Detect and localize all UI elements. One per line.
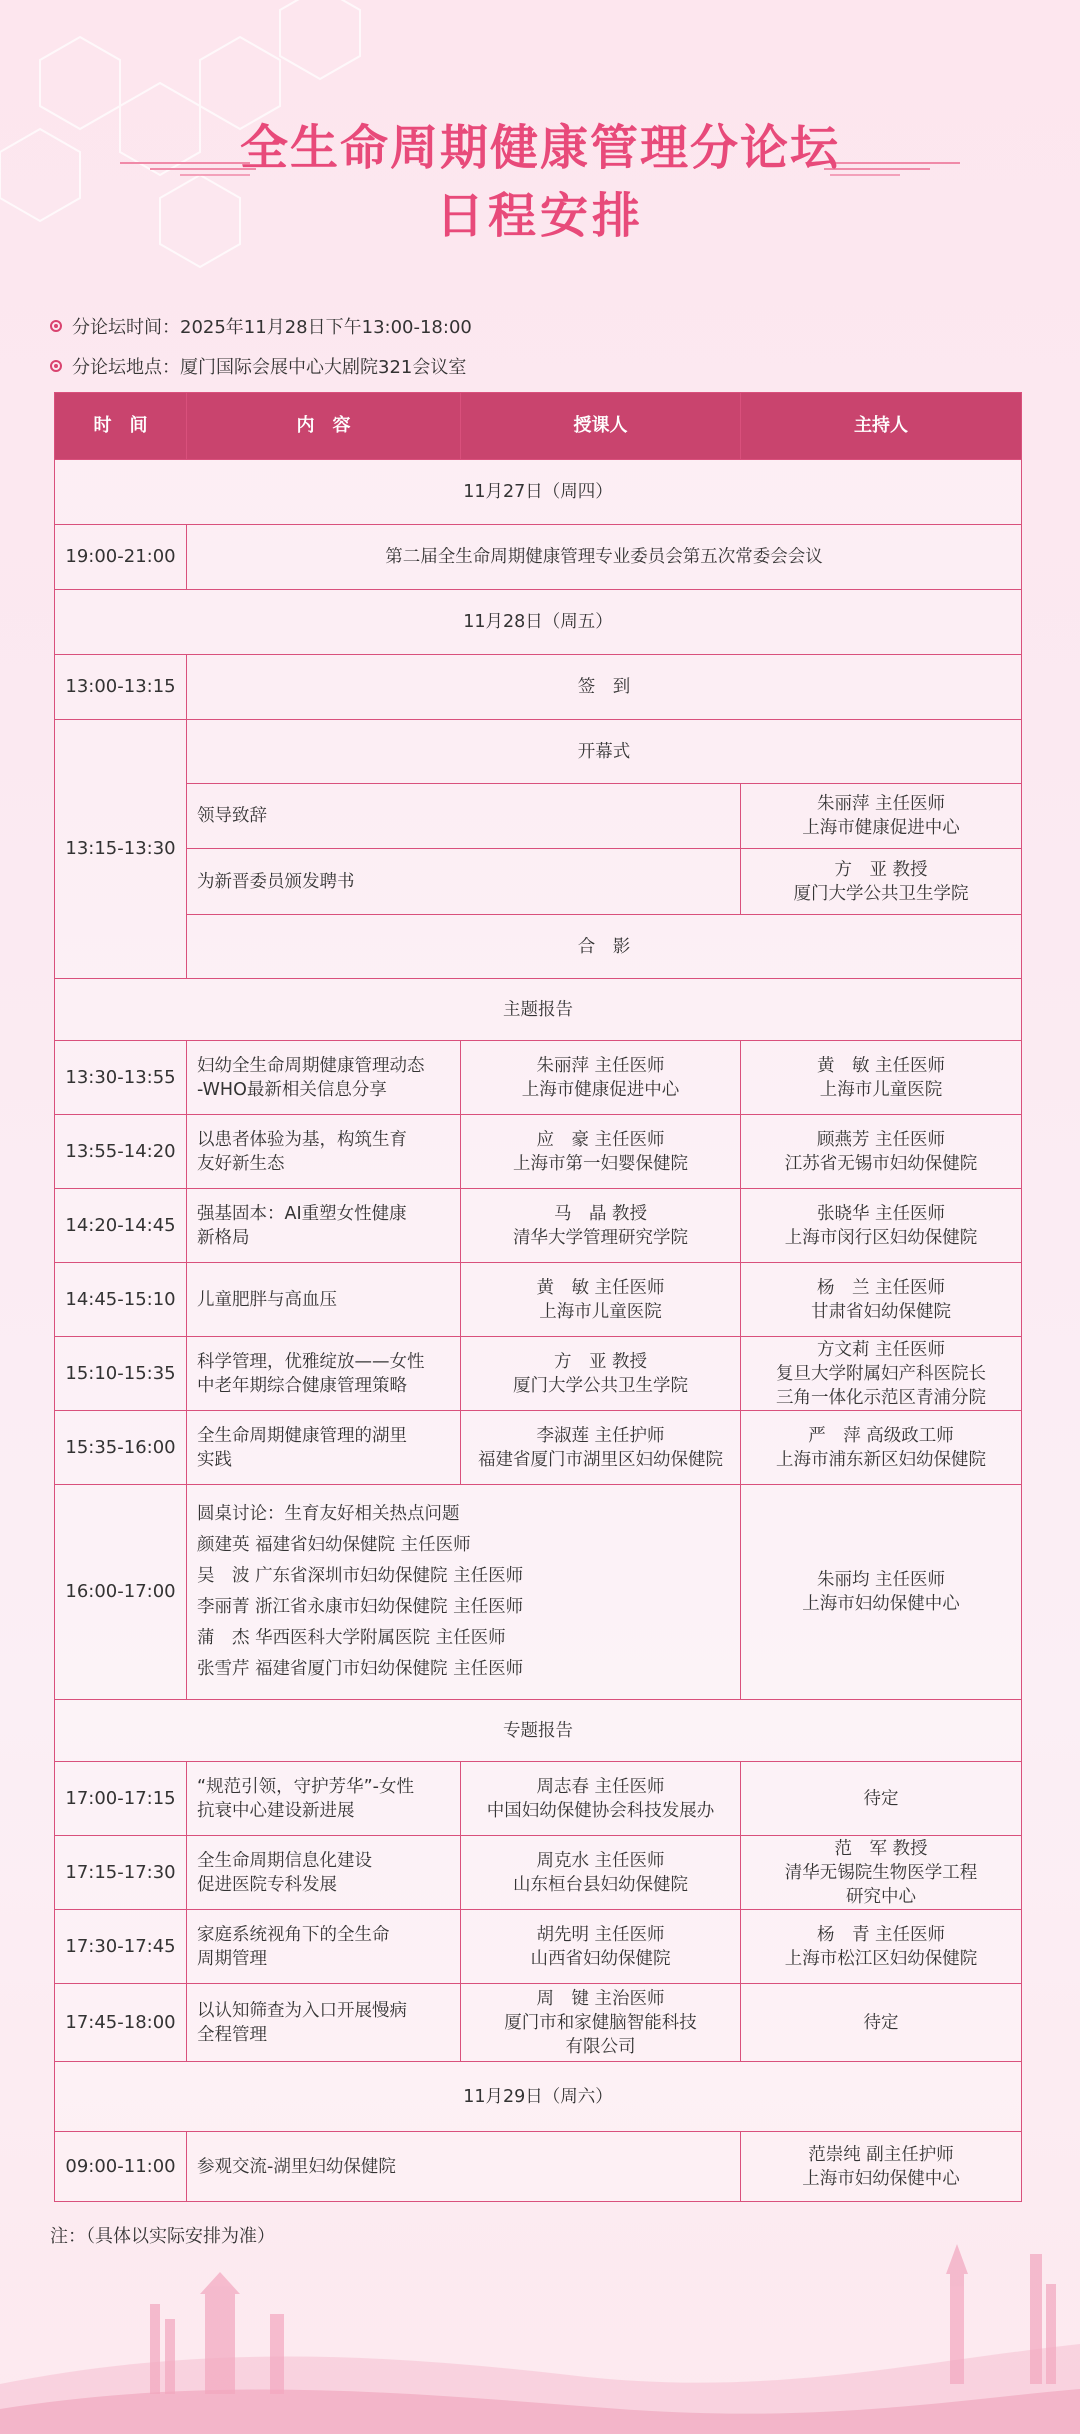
host-org: 清华无锡院生物医学工程 [784,1862,978,1883]
speaker-name: 周 键 主治医师 [536,1988,665,2009]
session-time: 19:00-21:00 [55,525,187,590]
host-org: 上海市浦东新区妇幼保健院 [776,1449,986,1470]
content-line: 全生命周期健康管理的湖里 [197,1425,407,1446]
bullet-icon [50,360,62,372]
speaker-name: 应 豪 主任医师 [536,1129,665,1150]
host-name: 朱丽萍 主任医师 [816,794,946,814]
table-row [55,1485,1022,1700]
page-title: 全生命周期健康管理分论坛 [239,120,840,176]
host-org: 上海市妇幼保健中心 [802,1594,960,1614]
speaker-name: 马 晶 教授 [553,1203,648,1224]
session-time: 17:30-17:45 [55,1910,187,1984]
table-row [55,655,1022,720]
host-org: 上海市闵行区妇幼保健院 [784,1227,978,1248]
session-content [187,1411,461,1485]
session-time: 17:15-17:30 [55,1836,187,1910]
session-content [187,1836,461,1910]
speaker-name: 李淑莲 主任护师 [536,1425,665,1446]
host-cell [741,1762,1022,1836]
content-line: 强基固本：AI重塑女性健康 [197,1203,407,1224]
footnote: 注：（具体以实际安排为准） [50,2226,275,2247]
session-time: 15:35-16:00 [55,1411,187,1485]
session-time: 15:10-15:35 [55,1337,187,1411]
forum-time-row [50,306,472,346]
content-line: 科学管理，优雅绽放——女性 [197,1351,425,1372]
content-line: 全程管理 [197,2024,267,2045]
session-content [187,1115,461,1189]
speaker-cell [461,1836,741,1910]
host-name: 待定 [863,1788,899,1809]
speaker-cell [461,1910,741,1984]
roundtable-content [187,1485,741,1700]
host-cell [741,1041,1022,1115]
host-name: 待定 [863,2012,899,2033]
session-content [187,1984,461,2062]
speaker-org: 有限公司 [565,2036,636,2057]
table-row [55,525,1022,590]
host-cell [741,1836,1022,1910]
panelist: 颜建英 福建省妇幼保健院 主任医师 [197,1535,471,1555]
forum-place-row [50,346,472,386]
host-cell [741,849,1022,915]
panelist: 张雪芹 福建省厦门市妇幼保健院 主任医师 [197,1659,524,1679]
host-org: 三角一体化示范区青浦分院 [776,1387,986,1408]
session-time: 13:55-14:20 [55,1115,187,1189]
host-name: 杨 青 主任医师 [816,1924,946,1945]
speaker-name: 周克水 主任医师 [536,1850,665,1871]
session-content [187,1263,461,1337]
host-cell [741,1189,1022,1263]
content-line: 以认知筛查为入口开展慢病 [197,2000,407,2021]
session-content: 签 到 [187,655,1022,720]
speaker-cell [461,1337,741,1411]
roundtable-title: 圆桌讨论：生育友好相关热点问题 [197,1504,460,1524]
speaker-org: 厦门市和家健脑智能科技 [504,2012,697,2033]
session-time: 13:15-13:30 [55,720,187,979]
host-cell [741,2132,1022,2202]
session-content: 领导致辞 [187,784,741,849]
content-line: “规范引领，守护芳华”-女性 [197,1776,414,1797]
table-row [55,1984,1022,2062]
host-name: 方文莉 主任医师 [816,1339,946,1360]
table-row [55,2132,1022,2202]
speaker-org: 厦门大学公共卫生学院 [513,1375,688,1396]
table-row [55,1189,1022,1263]
host-org: 上海市儿童医院 [819,1079,943,1100]
content-line: 儿童肥胖与高血压 [197,1289,337,1310]
host-name: 黄 敏 主任医师 [816,1055,946,1076]
host-cell [741,1910,1022,1984]
day-row [55,460,1022,525]
content-line: -WHO最新相关信息分享 [197,1079,387,1100]
panelist: 李丽菁 浙江省永康市妇幼保健院 主任医师 [197,1597,524,1617]
table-row [55,1337,1022,1411]
host-name: 顾燕芳 主任医师 [816,1129,946,1150]
table-row [55,1115,1022,1189]
speaker-cell [461,1189,741,1263]
speaker-org: 上海市儿童医院 [539,1301,662,1322]
forum-meta [50,306,472,386]
session-content: 第二届全生命周期健康管理专业委员会第五次常委会会议 [187,525,1022,590]
content-line: 友好新生态 [197,1153,285,1174]
header-content: 内 容 [187,393,461,460]
host-name: 杨 兰 主任医师 [816,1277,946,1298]
host-cell [741,1984,1022,2062]
host-org: 上海市妇幼保健中心 [802,2168,960,2189]
speaker-cell [461,1411,741,1485]
host-cell [741,1411,1022,1485]
section-title: 专题报告 [55,1700,1022,1762]
forum-time-value: 2025年11月28日下午13:00-18:00 [180,317,472,338]
host-name: 范 军 教授 [834,1838,928,1859]
speaker-org: 清华大学管理研究学院 [513,1227,688,1248]
content-line: 家庭系统视角下的全生命 [197,1924,390,1945]
host-cell [741,1337,1022,1411]
host-org: 研究中心 [846,1886,916,1907]
content-line: 妇幼全生命周期健康管理动态 [197,1055,425,1076]
host-cell [741,1485,1022,1700]
host-name: 严 萍 高级政工师 [808,1425,954,1446]
session-content [187,1337,461,1411]
day-label: 11月29日（周六） [55,2062,1022,2132]
table-row [55,720,1022,784]
content-line: 中老年期综合健康管理策略 [197,1375,407,1396]
day-label: 11月27日（周四） [55,460,1022,525]
speaker-org: 山东桓台县妇幼保健院 [513,1874,688,1895]
speaker-cell [461,1762,741,1836]
speaker-org: 上海市第一妇婴保健院 [513,1153,688,1174]
speaker-cell [461,1041,741,1115]
host-org: 厦门大学公共卫生学院 [793,883,969,904]
header-time: 时 间 [55,393,187,460]
session-time: 16:00-17:00 [55,1485,187,1700]
host-name: 方 亚 教授 [834,859,928,880]
session-time: 14:20-14:45 [55,1189,187,1263]
day-row [55,590,1022,655]
header-host: 主持人 [741,393,1022,460]
day-label: 11月28日（周五） [55,590,1022,655]
table-row [55,1836,1022,1910]
speaker-org: 山西省妇幼保健院 [530,1948,671,1969]
table-header-row [55,393,1022,460]
host-cell [741,784,1022,849]
session-time: 13:30-13:55 [55,1041,187,1115]
forum-place-label: 分论坛地点： [72,357,180,378]
schedule-table [54,392,1022,2202]
session-content [187,1041,461,1115]
session-time: 09:00-11:00 [55,2132,187,2202]
speaker-cell [461,1115,741,1189]
host-org: 上海市松江区妇幼保健院 [784,1948,978,1969]
session-content [187,1189,461,1263]
content-line: 以患者体验为基，构筑生育 [197,1129,407,1150]
panelist: 吴 波 广东省深圳市妇幼保健院 主任医师 [197,1566,524,1586]
speaker-cell [461,1984,741,2062]
host-org: 复旦大学附属妇产科医院长 [776,1363,986,1384]
forum-time-label: 分论坛时间： [72,317,180,338]
host-name: 张晓华 主任医师 [816,1203,946,1224]
session-content: 为新晋委员颁发聘书 [187,849,741,915]
content-line: 促进医院专科发展 [197,1874,337,1895]
host-org: 上海市健康促进中心 [802,818,960,838]
section-title: 开幕式 [187,720,1022,784]
host-name: 朱丽均 主任医师 [816,1570,946,1590]
session-time: 13:00-13:15 [55,655,187,720]
content-line: 新格局 [197,1227,250,1248]
session-time: 14:45-15:10 [55,1263,187,1337]
speaker-org: 上海市健康促进中心 [521,1079,680,1100]
speaker-org: 中国妇幼保健协会科技发展办 [486,1800,715,1821]
table-row [55,849,1022,915]
session-content: 参观交流-湖里妇幼保健院 [187,2132,741,2202]
section-row [55,979,1022,1041]
host-org: 江苏省无锡市妇幼保健院 [784,1153,978,1174]
section-title: 主题报告 [55,979,1022,1041]
content-line: 实践 [197,1449,232,1470]
session-time: 17:45-18:00 [55,1984,187,2062]
table-row [55,1411,1022,1485]
speaker-name: 周志春 主任医师 [536,1776,665,1797]
page-header [0,118,1080,248]
speaker-name: 胡先明 主任医师 [536,1924,665,1945]
speaker-org: 福建省厦门市湖里区妇幼保健院 [478,1449,723,1470]
host-name: 范崇纯 副主任护师 [808,2144,954,2165]
speaker-cell [461,1263,741,1337]
table-row [55,784,1022,849]
session-time: 17:00-17:15 [55,1762,187,1836]
table-row [55,1910,1022,1984]
table-row [55,1041,1022,1115]
content-line: 周期管理 [197,1948,267,1969]
speaker-name: 朱丽萍 主任医师 [536,1055,665,1076]
section-row [55,1700,1022,1762]
page-subtitle: 日程安排 [435,188,644,244]
host-org: 甘肃省妇幼保健院 [811,1301,951,1322]
city-skyline-decoration [0,2194,1080,2434]
content-line: 全生命周期信息化建设 [197,1850,372,1871]
header-speaker: 授课人 [461,393,741,460]
panelist: 蒲 杰 华西医科大学附属医院 主任医师 [197,1628,506,1648]
bullet-icon [50,320,62,332]
day-row [55,2062,1022,2132]
host-cell [741,1263,1022,1337]
content-line: 抗衰中心建设新进展 [197,1800,355,1821]
host-cell [741,1115,1022,1189]
table-row [55,1263,1022,1337]
session-content [187,1910,461,1984]
speaker-name: 方 亚 教授 [553,1351,648,1372]
table-row [55,915,1022,979]
forum-place-value: 厦门国际会展中心大剧院321会议室 [180,357,467,378]
session-content [187,1762,461,1836]
table-row [55,1762,1022,1836]
speaker-name: 黄 敏 主任医师 [536,1277,665,1298]
session-content: 合 影 [187,915,1022,979]
